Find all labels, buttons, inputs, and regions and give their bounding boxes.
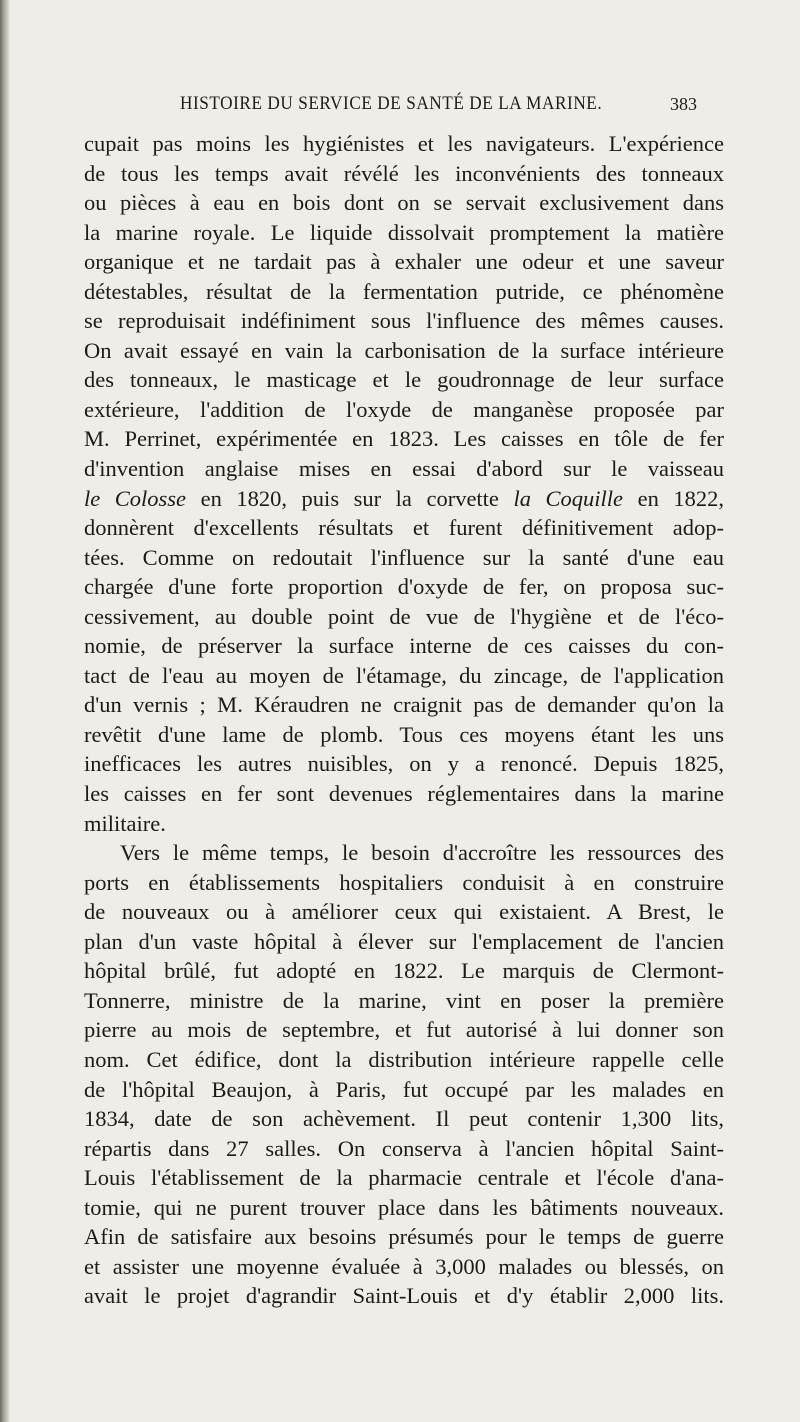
paragraph-1 <box>84 129 724 838</box>
text-line: nom. Cet édifice, dont la distribution intérieure rappelle celle <box>84 1046 724 1072</box>
text-fragment: en 1820, puis sur la corvette <box>186 485 514 511</box>
text-line: tact de l'eau au moyen de l'étamage, du zincage, de l'application <box>84 662 724 688</box>
text-line: ou pièces à eau en bois dont on se servait exclusivement dans <box>84 190 724 216</box>
text-line: se reproduisait indéfiniment sous l'influence des mêmes causes. <box>84 308 724 334</box>
body-text <box>84 129 724 1311</box>
text-line: détestables, résultat de la fermentation putride, ce phénomène <box>84 278 724 304</box>
text-line: d'un vernis ; M. Kéraudren ne craignit pas de demander qu'on la <box>84 692 724 718</box>
text-line: On avait essayé en vain la carbonisation de la surface intérieure <box>84 337 724 363</box>
text-line: la marine royale. Le liquide dissolvait promptement la matière <box>84 219 724 245</box>
text-line: répartis dans 27 salles. On conserva à l'ancien hôpital Saint- <box>84 1135 724 1161</box>
ship-name-colosse: le Colosse <box>84 485 187 511</box>
text-line: et assister une moyenne évaluée à 3,000 malades ou blessés, on <box>84 1253 724 1279</box>
text-line: Tonnerre, ministre de la marine, vint en poser la première <box>84 987 724 1013</box>
text-line: 1834, date de son achèvement. Il peut contenir 1,300 lits, <box>84 1106 724 1132</box>
text-line: cessivement, au double point de vue de l'hygiène et de l'éco- <box>84 603 724 629</box>
text-line: pierre au mois de septembre, et fut autorisé à lui donner son <box>84 1017 724 1043</box>
text-line-with-ship-names <box>84 484 724 514</box>
text-line: cupait pas moins les hygiénistes et les navigateurs. L'expérience <box>84 131 724 156</box>
text-line: tomie, qui ne purent trouver place dans les bâtiments nouveaux. <box>84 1194 724 1220</box>
text-line: des tonneaux, le masticage et le goudronnage de leur surface <box>84 367 724 393</box>
text-line: de nouveaux ou à améliorer ceux qui existaient. A Brest, le <box>84 899 724 925</box>
ship-name-coquille: la Coquille <box>513 485 624 511</box>
text-line: Afin de satisfaire aux besoins présumés pour le temps de guerre <box>84 1224 724 1250</box>
text-line: de l'hôpital Beaujon, à Paris, fut occupé par les malades en <box>84 1076 724 1102</box>
text-line: de tous les temps avait révélé les inconvénients des tonneaux <box>84 160 724 186</box>
text-line: extérieure, l'addition de l'oxyde de manganèse proposée par <box>84 396 724 422</box>
text-line: hôpital brûlé, fut adopté en 1822. Le marquis de Clermont- <box>84 958 724 984</box>
text-line: plan d'un vaste hôpital à élever sur l'emplacement de l'ancien <box>84 928 724 954</box>
text-line: revêtit d'une lame de plomb. Tous ces moyens étant les uns <box>84 721 724 747</box>
text-line: les caisses en fer sont devenues réglementaires dans la marine <box>84 781 724 807</box>
text-line: inefficaces les autres nuisibles, on y a renoncé. Depuis 1825, <box>84 751 724 777</box>
text-fragment: en 1822, <box>623 485 724 511</box>
paragraph-2 <box>84 838 724 1311</box>
text-line: M. Perrinet, expérimentée en 1823. Les caisses en tôle de fer <box>84 426 724 452</box>
text-line: militaire. <box>84 810 166 836</box>
text-line: d'invention anglaise mises en essai d'abord sur le vaisseau <box>84 456 724 482</box>
text-line: Louis l'établissement de la pharmacie centrale et l'école d'ana- <box>84 1165 724 1191</box>
text-line: tées. Comme on redoutait l'influence sur la santé d'une eau <box>84 544 724 570</box>
running-head <box>180 94 700 122</box>
text-line: nomie, de préserver la surface interne de ces caisses du con- <box>84 633 724 659</box>
text-line: chargée d'une forte proportion d'oxyde de fer, on proposa suc- <box>84 574 724 600</box>
text-line: avait le projet d'agrandir Saint-Louis et d'y établir 2,000 lits. <box>84 1283 724 1309</box>
page-binding-edge <box>0 0 10 1422</box>
text-line: organique et ne tardait pas à exhaler une odeur et une saveur <box>84 249 724 275</box>
text-line: ports en établissements hospitaliers conduisit à en construire <box>84 869 724 895</box>
text-line: Vers le même temps, le besoin d'accroître les ressources des <box>120 840 724 866</box>
running-title: HISTOIRE DU SERVICE DE SANTÉ DE LA MARINE. <box>180 94 603 114</box>
text-line: donnèrent d'excellents résultats et furent définitivement adop- <box>84 515 724 541</box>
page-number: 383 <box>670 94 697 114</box>
